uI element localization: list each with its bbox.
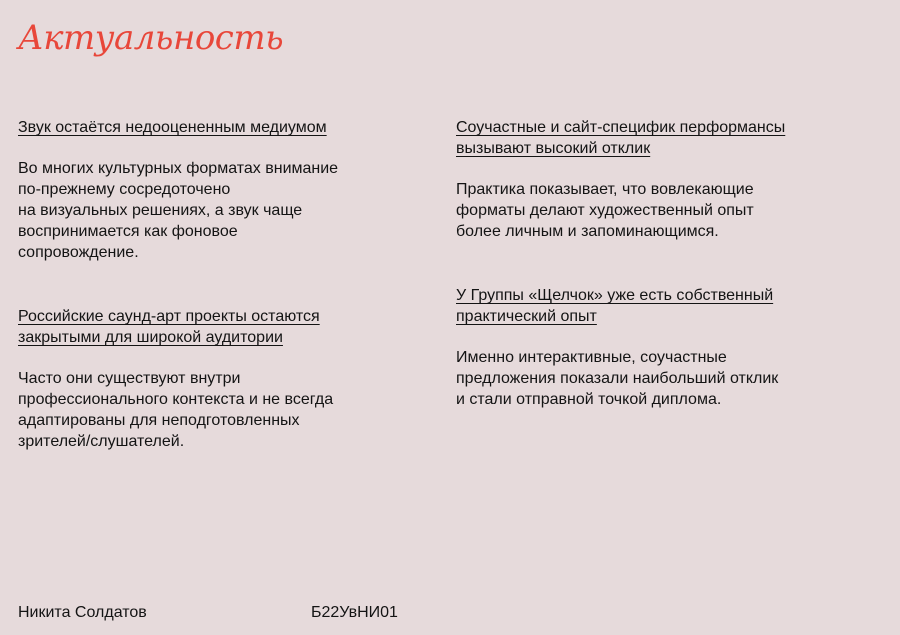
- section-participatory-performances: [456, 117, 886, 242]
- section-heading: Звук остаётся недооцененным медиумом: [18, 119, 327, 136]
- section-sound-underrated: [18, 117, 438, 263]
- section-body: Во многих культурных форматах внимание по-прежнему сосредоточено на визуальных решениях, а звук чаще воспринимается как фоновое сопровождение.: [18, 160, 339, 261]
- section-body: Практика показывает, что вовлекающие форматы делают художественный опыт более личным и запоминающимся.: [456, 181, 754, 240]
- footer-author: Никита Солдатов: [18, 604, 147, 621]
- section-group-experience: [456, 285, 886, 410]
- page-title: Актуальность: [18, 18, 284, 58]
- section-heading: Соучастные и сайт-специфик перформансы вызывают высокий отклик: [456, 119, 786, 157]
- section-russian-sound-art: [18, 306, 438, 452]
- section-heading: У Группы «Щелчок» уже есть собственный практический опыт: [456, 287, 774, 325]
- section-body: Именно интерактивные, соучастные предложения показали наибольший отклик и стали отправной точкой диплома.: [456, 349, 779, 408]
- footer-group-code: Б22УвНИ01: [311, 604, 398, 621]
- section-heading: Российские саунд-арт проекты остаются закрытыми для широкой аудитории: [18, 308, 320, 346]
- section-body: Часто они существуют внутри профессионального контекста и не всегда адаптированы для неподготовленных зрителей/слушателей.: [18, 370, 334, 450]
